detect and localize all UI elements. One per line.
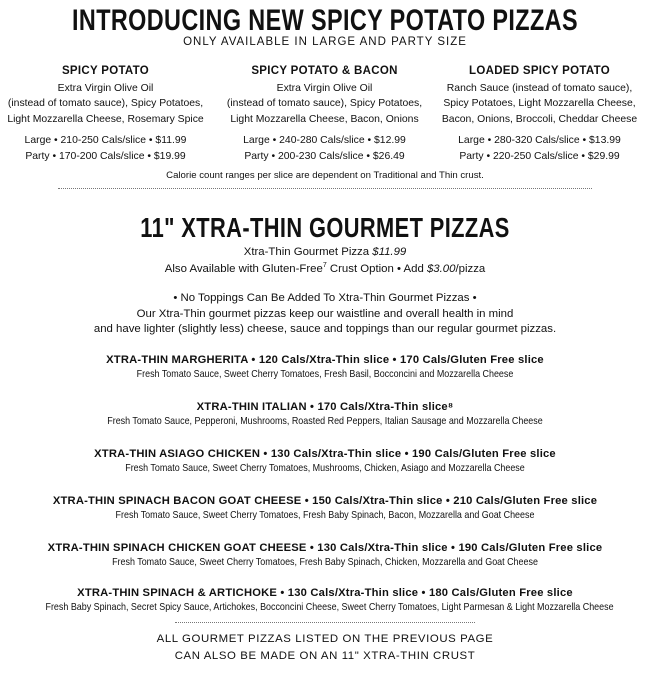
xtra-pizza-item <box>0 354 650 380</box>
no-toppings-rule: • No Toppings Can Be Added To Xtra-Thin Gourmet Pizzas • <box>173 292 477 304</box>
xtra-pizza-item <box>0 542 650 568</box>
xtra-pizza-desc: Fresh Tomato Sauce, Sweet Cherry Tomatoes, Fresh Baby Spinach, Chicken, Mozzarella and Goat Cheese <box>112 557 538 568</box>
pizza-desc-line: Spicy Potatoes, Light Mozzarella Cheese, <box>443 98 636 110</box>
xtra-pizza-title: XTRA-THIN SPINACH CHICKEN GOAT CHEESE • 130 Cals/Xtra-Thin slice • 190 Cals/Gluten Free slice <box>47 542 603 554</box>
xtra-pizza-desc: Fresh Tomato Sauce, Sweet Cherry Tomatoes, Fresh Basil, Bocconcini and Mozzarella Cheese <box>136 369 514 380</box>
pizza-name: SPICY POTATO & BACON <box>251 65 398 77</box>
pizza-desc-line: Bacon, Onions, Broccoli, Cheddar Cheese <box>441 113 638 125</box>
price-party: Party • 170-200 Cals/slice • $19.99 <box>25 150 186 162</box>
price-large: Large • 240-280 Cals/slice • $12.99 <box>243 135 406 147</box>
page-subtitle: ONLY AVAILABLE IN LARGE AND PARTY SIZE <box>183 36 467 48</box>
xtra-pizza-desc: Fresh Tomato Sauce, Sweet Cherry Tomatoes, Mushrooms, Chicken, Asiago and Mozzarella Cheese <box>125 463 525 474</box>
pizza-desc-line: (instead of tomato sauce), Spicy Potatoes, <box>226 98 423 110</box>
gluten-free-line <box>0 262 650 275</box>
xtra-pizza-desc: Fresh Tomato Sauce, Sweet Cherry Tomatoes, Fresh Baby Spinach, Bacon, Mozzarella and Goat Cheese <box>115 510 535 521</box>
gf-tail: /pizza <box>455 262 486 275</box>
xtra-pizza-title: XTRA-THIN SPINACH & ARTICHOKE • 130 Cals/Xtra-Thin slice • 180 Cals/Gluten Free slice <box>77 587 573 599</box>
xtra-pizza-item <box>0 448 650 474</box>
pizza-desc-line: (instead of tomato sauce), Spicy Potatoes, <box>7 98 204 110</box>
xtra-description: and have lighter (slightly less) cheese, sauce and toppings than our regular gourmet pizzas. <box>93 323 557 335</box>
xtra-pizza-title: XTRA-THIN ASIAGO CHICKEN • 130 Cals/Xtra-Thin slice • 190 Cals/Gluten Free slice <box>94 448 556 460</box>
pizza-name: LOADED SPICY POTATO <box>469 65 610 77</box>
gf-mid: Crust Option • Add <box>326 262 427 275</box>
footer-note: ALL GOURMET PIZZAS LISTED ON THE PREVIOUS PAGE <box>156 633 494 645</box>
xtra-pizza-item <box>0 587 650 613</box>
gf-label: Also Available with Gluten-Free <box>164 262 323 275</box>
dotted-divider <box>58 188 592 189</box>
xtra-description: Our Xtra-Thin gourmet pizzas keep our waistline and overall health in mind <box>136 308 514 320</box>
xtra-pizza-desc: Fresh Baby Spinach, Secret Spicy Sauce, Artichokes, Bocconcini Cheese, Sweet Cherry Tomatoes, Light Parmesan & Light Mozzarella Cheese <box>45 602 614 613</box>
pizza-desc-line: Light Mozzarella Cheese, Rosemary Spice <box>7 113 204 125</box>
gf-footnote: 7 <box>322 262 327 269</box>
footer-note: CAN ALSO BE MADE ON AN 11" XTRA-THIN CRUST <box>174 650 476 662</box>
dotted-divider <box>175 622 475 623</box>
price-value: $11.99 <box>372 246 407 258</box>
pizza-desc-line: Extra Virgin Olive Oil <box>276 82 373 94</box>
xtra-pizza-item <box>0 495 650 521</box>
page-title: INTRODUCING NEW SPICY POTATO PIZZAS <box>72 4 578 37</box>
price-label: Xtra-Thin Gourmet Pizza <box>243 246 370 258</box>
calorie-note: Calorie count ranges per slice are dependent on Traditional and Thin crust. <box>166 170 484 181</box>
xtra-pizza-title: XTRA-THIN MARGHERITA • 120 Cals/Xtra-Thin slice • 170 Cals/Gluten Free slice <box>106 354 544 366</box>
price-large: Large • 280-320 Cals/slice • $13.99 <box>458 135 621 147</box>
pizza-desc-line: Ranch Sauce (instead of tomato sauce), <box>446 82 633 94</box>
xtra-pizza-item <box>0 401 650 427</box>
price-party: Party • 200-230 Cals/slice • $26.49 <box>244 150 405 162</box>
spicy-pizza-item <box>3 64 208 165</box>
xtra-pizza-desc: Fresh Tomato Sauce, Pepperoni, Mushrooms, Roasted Red Peppers, Italian Sausage and Mozzarella Cheese <box>107 416 543 427</box>
xtra-pizza-title: XTRA-THIN ITALIAN • 170 Cals/Xtra-Thin slice⁸ <box>196 401 454 413</box>
gf-price: $3.00 <box>426 262 456 275</box>
spicy-pizza-item <box>222 64 427 165</box>
pizza-desc-line: Light Mozzarella Cheese, Bacon, Onions <box>230 113 419 125</box>
xtra-pizza-title: XTRA-THIN SPINACH BACON GOAT CHEESE • 150 Cals/Xtra-Thin slice • 210 Cals/Gluten Free slice <box>52 495 598 507</box>
price-party: Party • 220-250 Cals/slice • $29.99 <box>459 150 620 162</box>
price-large: Large • 210-250 Cals/slice • $11.99 <box>24 135 187 147</box>
pizza-name: SPICY POTATO <box>61 65 150 77</box>
section-title: 11" XTRA-THIN GOURMET PIZZAS <box>140 212 510 243</box>
xtra-price-line <box>0 246 650 258</box>
pizza-desc-line: Extra Virgin Olive Oil <box>57 82 154 94</box>
spicy-pizza-item <box>437 64 642 165</box>
